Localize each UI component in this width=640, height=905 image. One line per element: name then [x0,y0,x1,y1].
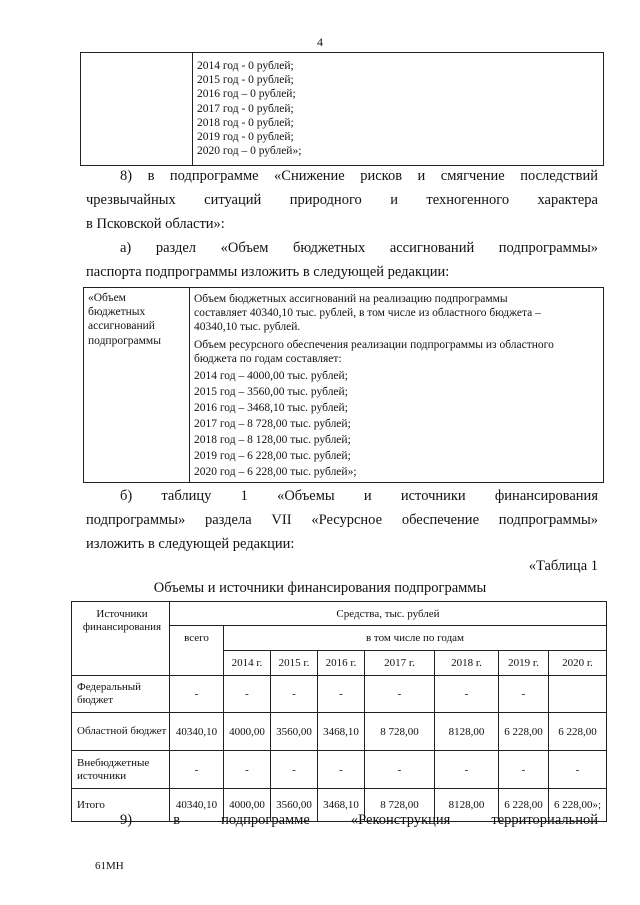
page-number: 4 [317,35,323,49]
header-year: 2018 г. [435,651,499,676]
cell-value: 6 228,00 [499,713,549,751]
year-line: 2016 год – 0 рублей; [197,88,296,101]
cell-value: 6 228,00»; [549,789,607,822]
cell-value: - [499,751,549,789]
cell-value: 40340,10 [170,789,224,822]
row-label: Федеральный бюджет [72,676,170,713]
paragraph-b-line-2: подпрограммы» раздела VII «Ресурсное обеспечение подпрограммы» [86,512,598,528]
top-left-cell [81,53,193,165]
cell-value: - [318,751,365,789]
year-line: 2020 год – 0 рублей»; [197,145,302,158]
cell-value: - [271,751,318,789]
header-funds: Средства, тыс. рублей [170,602,607,626]
paragraph-8-line-2: чрезвычайных ситуаций природного и техногенного характера [86,192,598,208]
cell-value: 8128,00 [435,713,499,751]
year-line: 2019 год - 0 рублей; [197,131,294,144]
cell-value [549,676,607,713]
row-label: Итого [72,789,170,822]
year-line: 2016 год – 3468,10 тыс. рублей; [194,402,348,415]
header-source: Источники финансирования [72,602,170,676]
financing-table [71,601,607,822]
header-year: 2014 г. [224,651,271,676]
paragraph-b-line-1: б) таблицу 1 «Объемы и источники финансирования [120,488,598,504]
cell-value: 8 728,00 [365,789,435,822]
table-row [72,751,607,789]
table-row [72,676,607,713]
cell-value: - [224,751,271,789]
cell-value: 3468,10 [318,713,365,751]
year-line: 2014 год - 0 рублей; [197,60,294,72]
passport-table [83,287,604,483]
paragraph-8-line-1: 8) в подпрограмме «Снижение рисков и смягчение последствий [120,168,598,184]
year-line: 2018 год - 0 рублей; [197,116,294,129]
top-table-fragment [80,52,604,166]
paragraph-a-line-2: паспорта подпрограммы изложить в следующей редакции: [86,264,450,280]
cell-value: 6 228,00 [499,789,549,822]
header-year: 2017 г. [365,651,435,676]
year-line: 2018 год – 8 128,00 тыс. рублей; [194,434,351,447]
cell-value: 3560,00 [271,789,318,822]
cell-value: 4000,00 [224,789,271,822]
header-year: 2019 г. [499,651,549,676]
cell-value: - [170,751,224,789]
year-line: 2015 год – 3560,00 тыс. рублей; [194,386,348,399]
table-title: Объемы и источники финансирования подпрограммы [153,580,487,596]
table-row [72,713,607,751]
year-line: 2015 год - 0 рублей; [197,74,294,87]
paragraph-8-line-3: в Псковской области»: [86,216,225,232]
footer-code: 61МН [95,860,124,872]
cell-value: - [224,676,271,713]
passport-right-cell: Объем бюджетных ассигнований на реализацию подпрограммы составляет 40340,10 тыс. рублей, в том числе из областного бюджета – 40340,10 тыс. рублей. Объем ресурсного обеспечения реализации подпрограммы из областного бюджета по годам составляет: 2014 год – 4000,00 тыс. рублей; 2015 год – 3560,00 тыс. рублей; 2016 год – 3468,10 тыс. рублей; 2017 год – 8 728,00 тыс. рублей; 2018 год – 8 128,00 тыс. рублей; 2019 год – 6 228,00 тыс. рублей; 2020 год – 6 228,00 тыс. рублей»; [194,292,602,480]
cell-value: 8 728,00 [365,713,435,751]
cell-value: - [435,751,499,789]
cell-value: - [365,751,435,789]
row-label: Областной бюджет [72,713,170,751]
cell-value: 6 228,00 [549,713,607,751]
cell-value: - [271,676,318,713]
header-year: 2016 г. [318,651,365,676]
cell-value: - [170,676,224,713]
paragraph-a-line-1: а) раздел «Объем бюджетных ассигнований подпрограммы» [120,240,598,256]
header-year: 2015 г. [271,651,318,676]
header-by-years: в том числе по годам [224,626,607,651]
passport-left-cell: «Объем бюджетных ассигнований подпрограммы [84,288,190,482]
year-line: 2014 год – 4000,00 тыс. рублей; [194,370,348,383]
cell-value: 3468,10 [318,789,365,822]
cell-value: - [435,676,499,713]
top-right-cell [197,59,301,158]
cell-value: 3560,00 [271,713,318,751]
cell-value: 8128,00 [435,789,499,822]
paragraph-b-line-3: изложить в следующей редакции: [86,536,295,552]
cell-value: - [549,751,607,789]
header-total: всего [170,626,224,676]
year-line: 2017 год – 8 728,00 тыс. рублей; [194,418,351,431]
cell-value: 4000,00 [224,713,271,751]
cell-value: - [499,676,549,713]
year-line: 2019 год – 6 228,00 тыс. рублей; [194,450,351,463]
year-line: 2017 год - 0 рублей; [197,102,294,115]
paragraph-9-line-1: 9) в подпрограмме «Реконструкция территориальной [120,812,598,828]
row-label: Внебюджетные источники [72,751,170,789]
cell-value: - [365,676,435,713]
table-label: «Таблица 1 [528,558,598,574]
year-line: 2020 год – 6 228,00 тыс. рублей»; [194,466,357,479]
cell-value: 40340,10 [170,713,224,751]
header-year: 2020 г. [549,651,607,676]
cell-value: - [318,676,365,713]
